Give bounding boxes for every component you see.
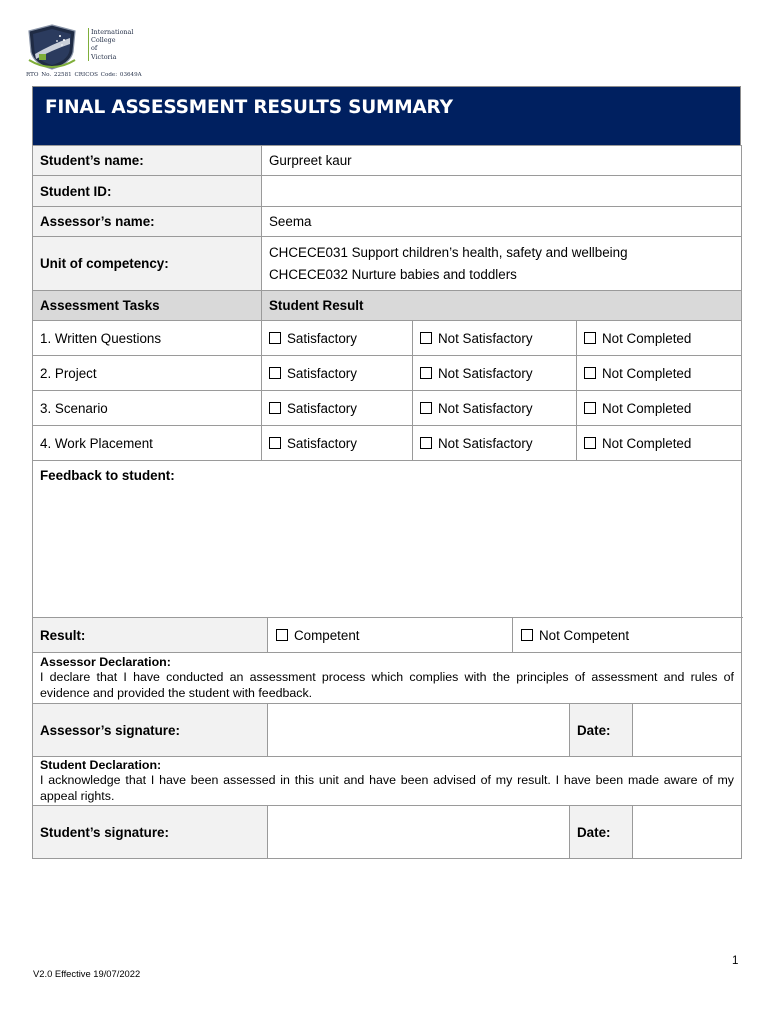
- checkbox-icon[interactable]: [584, 367, 596, 379]
- student-date-field[interactable]: [633, 806, 742, 859]
- task-row: [33, 391, 742, 426]
- option-not-completed[interactable]: Not Completed: [577, 321, 742, 356]
- assessor-name-label: Assessor’s name:: [33, 207, 262, 237]
- checkbox-icon[interactable]: [584, 402, 596, 414]
- footer-version: V2.0 Effective 19/07/2022: [33, 968, 141, 979]
- assessor-declaration-heading: Assessor Declaration:: [40, 655, 171, 669]
- task-label: 1. Written Questions: [33, 321, 262, 356]
- option-competent[interactable]: Competent: [268, 618, 513, 652]
- student-signature-label: Student’s signature:: [33, 806, 268, 859]
- option-satisfactory[interactable]: Satisfactory: [262, 321, 413, 356]
- task-row: [33, 356, 742, 391]
- student-declaration-row: [33, 757, 742, 806]
- student-signature-field[interactable]: [268, 806, 570, 859]
- option-not-satisfactory[interactable]: Not Satisfactory: [413, 356, 577, 391]
- college-logo: [24, 24, 144, 82]
- assessor-signature-label: Assessor’s signature:: [33, 704, 268, 757]
- checkbox-icon[interactable]: [420, 402, 432, 414]
- feedback-label: Feedback to student:: [40, 468, 175, 483]
- student-signature-row: [33, 806, 742, 859]
- tasks-header: Assessment Tasks: [33, 291, 262, 321]
- assessor-declaration: [33, 653, 742, 704]
- assessor-date-label: Date:: [570, 704, 633, 757]
- student-name-row: [33, 146, 742, 176]
- option-satisfactory[interactable]: Satisfactory: [262, 356, 413, 391]
- student-declaration-heading: Student Declaration:: [40, 758, 162, 772]
- student-declaration-text: I acknowledge that I have been assessed in this unit and have been advised of my result. I have been made aware of my appeal rights.: [40, 773, 734, 803]
- checkbox-icon[interactable]: [269, 437, 281, 449]
- student-date-label: Date:: [570, 806, 633, 859]
- result-declaration-table: [32, 617, 742, 859]
- unit-1: CHCECE031 Support children’s health, safety and wellbeing: [269, 244, 628, 260]
- feedback-row: [33, 461, 742, 618]
- student-id-row: [33, 176, 742, 207]
- option-not-satisfactory[interactable]: Not Satisfactory: [413, 321, 577, 356]
- option-not-completed[interactable]: Not Completed: [577, 426, 742, 461]
- unit-2: CHCECE032 Nurture babies and toddlers: [269, 266, 517, 282]
- assessor-declaration-row: [33, 653, 742, 704]
- task-label: 4. Work Placement: [33, 426, 262, 461]
- college-name: International College of Victoria: [88, 28, 133, 61]
- unit-row: [33, 237, 742, 291]
- task-row: [33, 321, 742, 356]
- result-row: [33, 618, 742, 653]
- assessor-name-row: [33, 207, 742, 237]
- assessor-name-value[interactable]: Seema: [262, 207, 742, 237]
- task-row: [33, 426, 742, 461]
- checkbox-icon[interactable]: [276, 629, 288, 641]
- assessor-signature-row: [33, 704, 742, 757]
- checkbox-icon[interactable]: [420, 367, 432, 379]
- student-id-value[interactable]: [262, 176, 742, 207]
- page-number: 1: [732, 955, 739, 967]
- tasks-header-row: [33, 291, 742, 321]
- page-title: FINAL ASSESSMENT RESULTS SUMMARY: [45, 97, 453, 118]
- assessment-table: [32, 145, 742, 618]
- option-not-competent[interactable]: Not Competent: [513, 628, 629, 643]
- checkbox-icon[interactable]: [269, 367, 281, 379]
- result-label: Result:: [33, 618, 268, 653]
- option-not-satisfactory[interactable]: Not Satisfactory: [413, 426, 577, 461]
- checkbox-icon[interactable]: [269, 332, 281, 344]
- rto-cricos-codes: RTO No. 22581 CRICOS Code: 03649A: [26, 72, 142, 78]
- option-not-satisfactory[interactable]: Not Satisfactory: [413, 391, 577, 426]
- task-label: 3. Scenario: [33, 391, 262, 426]
- option-satisfactory[interactable]: Satisfactory: [262, 426, 413, 461]
- college-crest-icon: [26, 24, 78, 70]
- checkbox-icon[interactable]: [521, 629, 533, 641]
- student-declaration: [33, 757, 742, 806]
- checkbox-icon[interactable]: [420, 437, 432, 449]
- option-not-completed[interactable]: Not Completed: [577, 356, 742, 391]
- unit-value: [262, 237, 742, 291]
- assessor-declaration-text: I declare that I have conducted an assessment process which complies with the principles of assessment and rules of evidence and provided the student with feedback.: [40, 670, 734, 700]
- checkbox-icon[interactable]: [584, 437, 596, 449]
- option-satisfactory[interactable]: Satisfactory: [262, 391, 413, 426]
- checkbox-icon[interactable]: [269, 402, 281, 414]
- student-id-label: Student ID:: [33, 176, 262, 207]
- assessor-date-field[interactable]: [633, 704, 742, 757]
- task-label: 2. Project: [33, 356, 262, 391]
- assessor-signature-field[interactable]: [268, 704, 570, 757]
- title-bar: [32, 86, 741, 146]
- checkbox-icon[interactable]: [584, 332, 596, 344]
- result-header: Student Result: [262, 291, 742, 321]
- option-not-completed[interactable]: Not Completed: [577, 391, 742, 426]
- student-name-value[interactable]: Gurpreet kaur: [262, 146, 742, 176]
- checkbox-icon[interactable]: [420, 332, 432, 344]
- feedback-box[interactable]: [33, 461, 742, 618]
- student-name-label: Student’s name:: [33, 146, 262, 176]
- unit-label: Unit of competency:: [33, 237, 262, 291]
